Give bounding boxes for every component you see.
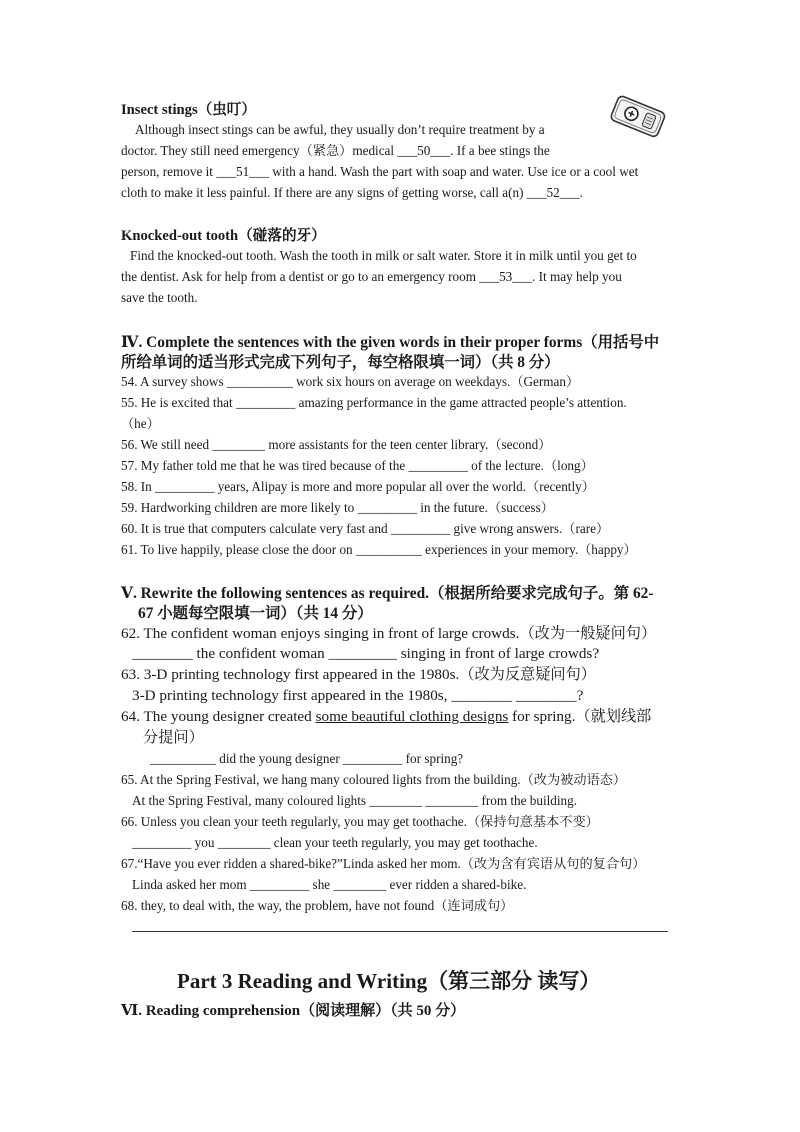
q68-answer-rule bbox=[132, 931, 668, 932]
first-aid-kit-icon bbox=[606, 94, 672, 144]
q68-prompt: 68. they, to deal with, the way, the problem, have not found（连词成句） bbox=[121, 898, 514, 913]
q66-answer-line: _________ you ________ clean your teeth regularly, you may get toothache. bbox=[132, 835, 538, 850]
q64-underlined-phrase: some beautiful clothing designs bbox=[315, 708, 509, 725]
tooth-line-1: Find the knocked-out tooth. Wash the tooth in milk or salt water. Store it in milk until you get to bbox=[130, 248, 637, 263]
q58: 58. In _________ years, Alipay is more and more popular all over the world.（recently） bbox=[121, 479, 595, 494]
q65-answer-line: At the Spring Festival, many coloured lights ________ ________ from the building. bbox=[132, 793, 578, 808]
q64-prompt bbox=[121, 706, 651, 727]
q57: 57. My father told me that he was tired because of the _________ of the lecture.（long） bbox=[121, 458, 594, 473]
q64-answer-line: __________ did the young designer _________ for spring? bbox=[150, 751, 464, 766]
section-4-title-line-1: Ⅳ. Complete the sentences with the given words in their proper forms（用括号中 bbox=[121, 334, 660, 351]
q61: 61. To live happily, please close the door on __________ experiences in your memory.（happy） bbox=[121, 542, 637, 557]
tooth-line-2: the dentist. Ask for help from a dentist or go to an emergency room ___53___. It may help you bbox=[121, 269, 622, 284]
q65-prompt: 65. At the Spring Festival, we hang many coloured lights from the building.（改为被动语态） bbox=[121, 772, 627, 787]
tooth-line-3: save the tooth. bbox=[121, 290, 198, 305]
section-4-title-line-2: 所给单词的适当形式完成下列句子，每空格限填一词）（共 8 分） bbox=[121, 354, 560, 371]
q59: 59. Hardworking children are more likely to _________ in the future.（success） bbox=[121, 500, 554, 515]
q64-prompt-start: 64. The young designer created bbox=[121, 708, 316, 725]
q64-prompt-continued: 分提问） bbox=[143, 729, 204, 746]
q62-answer-line: ________ the confident woman _________ singing in front of large crowds? bbox=[132, 645, 600, 662]
q62-prompt: 62. The confident woman enjoys singing in front of large crowds.（改为一般疑问句） bbox=[121, 625, 657, 642]
insect-line-1: Although insect stings can be awful, they usually don’t require treatment by a bbox=[135, 122, 545, 137]
section-5-title-line-1: Ⅴ. Rewrite the following sentences as required.（根据所给要求完成句子。第 62- bbox=[121, 585, 654, 602]
q67-prompt: 67.“Have you ever ridden a shared-bike?”Linda asked her mom.（改为含有宾语从句的复合句） bbox=[121, 856, 646, 871]
q63-answer-line: 3-D printing technology first appeared in the 1980s, ________ ________? bbox=[132, 687, 584, 704]
q63-prompt: 63. 3-D printing technology first appeared in the 1980s.（改为反意疑问句） bbox=[121, 666, 596, 683]
q55: 55. He is excited that _________ amazing performance in the game attracted people’s attention. bbox=[121, 395, 627, 410]
q64-prompt-end: for spring.（就划线部 bbox=[508, 708, 652, 725]
insect-stings-title: Insect stings（虫叮） bbox=[121, 102, 256, 118]
q54: 54. A survey shows __________ work six hours on average on weekdays.（German） bbox=[121, 374, 580, 389]
section-6-title: Ⅵ. Reading comprehension（阅读理解）（共 50 分） bbox=[121, 1003, 466, 1019]
q56: 56. We still need ________ more assistants for the teen center library.（second） bbox=[121, 437, 552, 452]
insect-line-2: doctor. They still need emergency（紧急）medical ___50___. If a bee stings the bbox=[121, 143, 550, 158]
q66-prompt: 66. Unless you clean your teeth regularly, you may get toothache.（保持句意基本不变） bbox=[121, 814, 599, 829]
insect-line-4: cloth to make it less painful. If there are any signs of getting worse, call a(n) ___52___. bbox=[121, 185, 583, 200]
part-3-heading: Part 3 Reading and Writing（第三部分 读写） bbox=[177, 969, 601, 993]
q60: 60. It is true that computers calculate very fast and _________ give wrong answers.（rare） bbox=[121, 521, 610, 536]
section-5-title-line-2: 67 小题每空限填一词）（共 14 分） bbox=[138, 605, 373, 622]
q67-answer-line: Linda asked her mom _________ she ________ ever ridden a shared-bike. bbox=[132, 877, 527, 892]
tooth-title: Knocked-out tooth（碰落的牙） bbox=[121, 228, 326, 244]
insect-line-3: person, remove it ___51___ with a hand. Wash the part with soap and water. Use ice or a cool wet bbox=[121, 164, 639, 179]
q55-hint: （he） bbox=[121, 416, 160, 431]
